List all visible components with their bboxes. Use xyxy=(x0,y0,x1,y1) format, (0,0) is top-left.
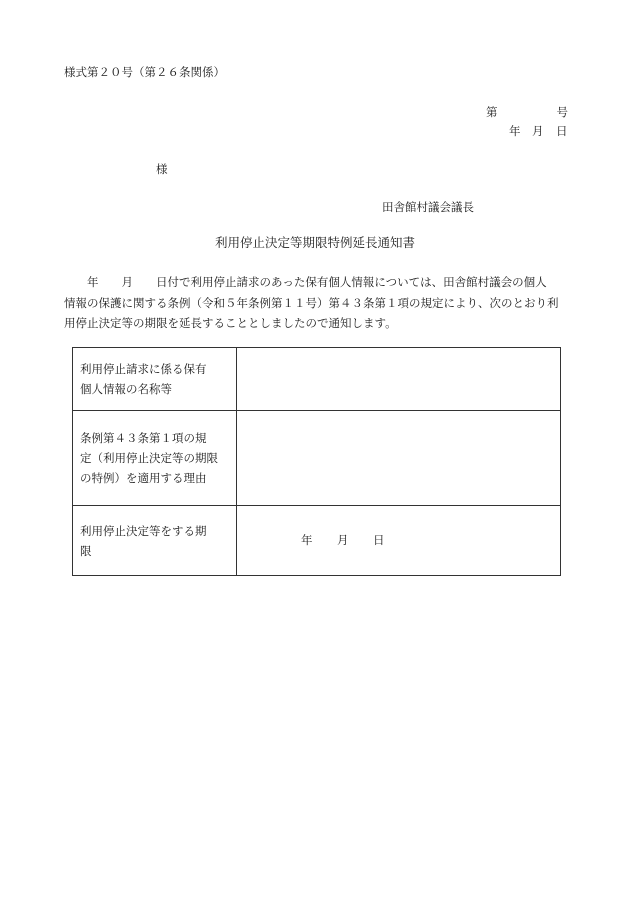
document-number-prefix: 第 xyxy=(486,105,498,119)
date-month: 月 xyxy=(532,124,544,138)
date-year: 年 xyxy=(509,124,521,138)
label-line: の特例）を適用する理由 xyxy=(80,471,207,485)
label-line: 定（利用停止決定等の期限 xyxy=(80,451,218,465)
row-label-reason xyxy=(73,411,237,506)
date-day: 日 xyxy=(556,124,568,138)
value-personal-info-name xyxy=(237,348,561,411)
table-row xyxy=(73,506,561,576)
body-text xyxy=(64,272,574,334)
sender: 田舎館村議会議長 xyxy=(382,200,474,214)
label-line: 利用停止請求に係る保有 xyxy=(80,362,207,376)
addressee: 様 xyxy=(156,162,168,176)
row-label-deadline xyxy=(73,506,237,576)
body-line: 年 月 日付で利用停止請求のあった保有個人情報については、田舎館村議会の個人 xyxy=(64,275,547,289)
document-title: 利用停止決定等期限特例延長通知書 xyxy=(214,235,415,250)
row-label-personal-info-name xyxy=(73,348,237,411)
label-line: 条例第４３条第１項の規 xyxy=(80,431,207,445)
deadline-day: 日 xyxy=(373,532,385,547)
deadline-year: 年 xyxy=(301,532,313,547)
body-line: 用停止決定等の期限を延長することとしましたので通知します。 xyxy=(64,316,397,330)
deadline-month: 月 xyxy=(337,532,349,547)
body-line: 情報の保護に関する条例（令和５年条例第１１号）第４３条第１項の規定により、次のとおり利 xyxy=(64,295,559,310)
table-row xyxy=(73,411,561,506)
label-line: 限 xyxy=(80,543,92,558)
info-table xyxy=(72,347,561,576)
table-row xyxy=(73,348,561,411)
label-line: 利用停止決定等をする期 xyxy=(80,523,207,538)
document-number-suffix: 号 xyxy=(556,105,568,119)
value-reason xyxy=(237,411,561,506)
label-line: 個人情報の名称等 xyxy=(80,382,172,396)
value-deadline xyxy=(237,506,561,576)
form-id: 様式第２０号（第２６条関係） xyxy=(64,65,225,79)
